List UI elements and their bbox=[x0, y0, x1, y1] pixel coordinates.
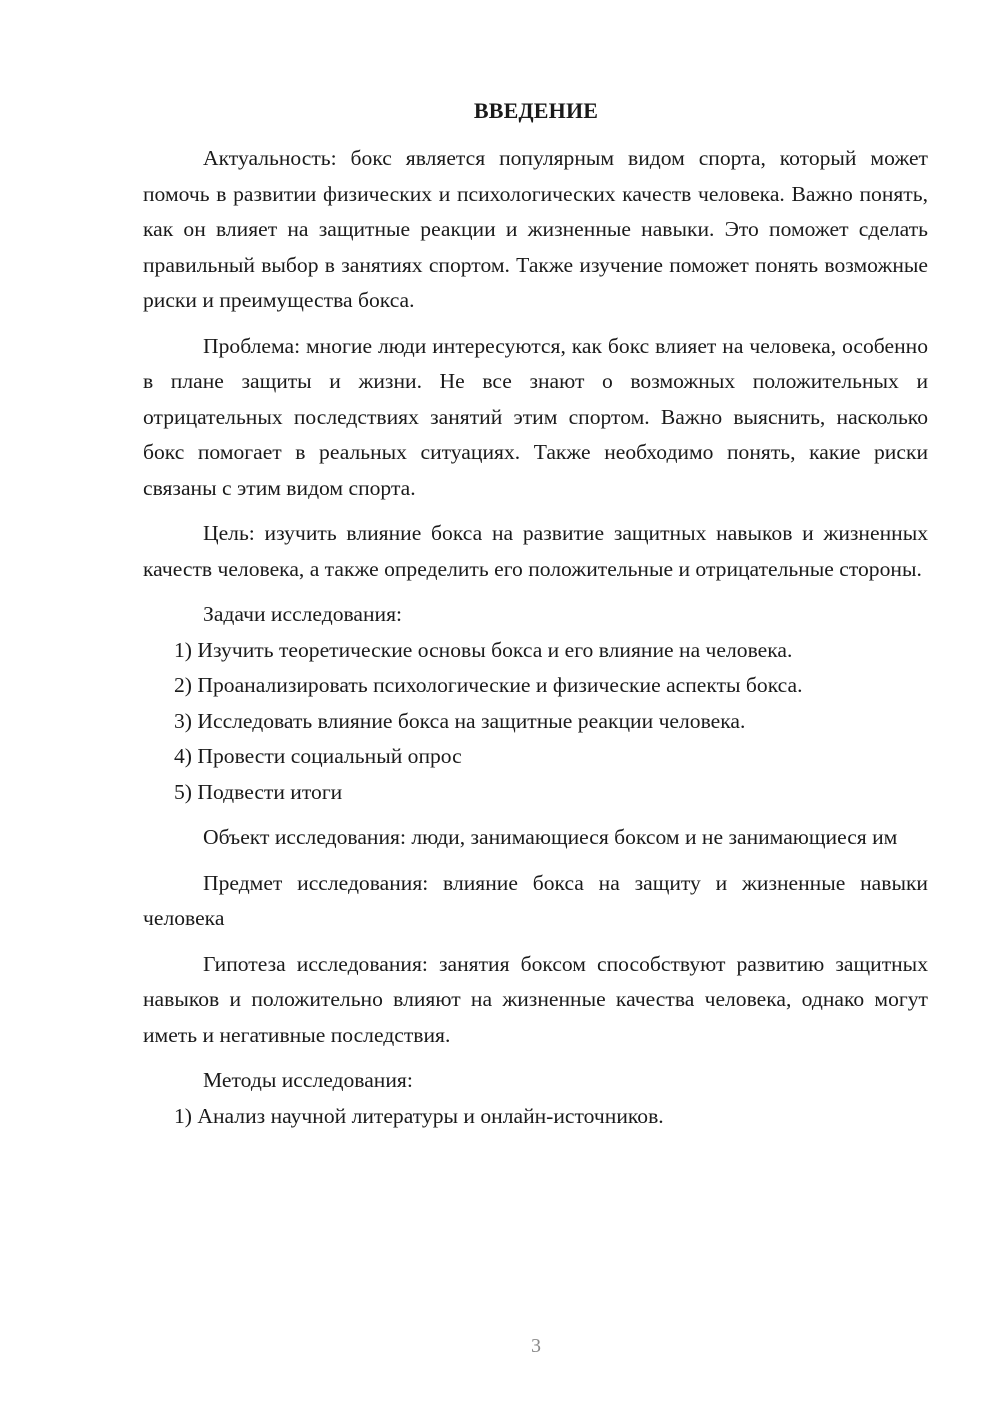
object-paragraph: Объект исследования: люди, занимающиеся боксом и не занимающиеся им bbox=[203, 825, 898, 849]
task-item: 5) Подвести итоги bbox=[174, 779, 343, 804]
task-item: 3) Исследовать влияние бокса на защитные реакции человека. bbox=[174, 708, 746, 733]
section-heading: ВВЕДЕНИЕ bbox=[473, 98, 599, 123]
task-item: 1) Изучить теоретические основы бокса и его влияние на человека. bbox=[174, 637, 793, 662]
document-body bbox=[143, 141, 928, 1134]
goal-paragraph: Цель: изучить влияние бокса на развитие защитных навыков и жизненных качеств человека, а также определить его положительные и отрицательные стороны. bbox=[143, 521, 928, 581]
problem-paragraph: Проблема: многие люди интересуются, как бокс влияет на человека, особенно в плане защиты и жизни. Не все знают о возможных положительных и отрицательных последствиях занятий этим спортом. Важно выяснить, насколько бокс помогает в реальных ситуациях. Также необходимо понять, какие риски связаны с этим видом спорта. bbox=[143, 333, 928, 500]
task-item: 2) Проанализировать психологические и физические аспекты бокса. bbox=[174, 673, 803, 697]
methods-title: Методы исследования: bbox=[203, 1068, 413, 1092]
relevance-paragraph: Актуальность: бокс является популярным видом спорта, который может помочь в развитии физических и психологических качеств человека. Важно понять, как он влияет на защитные реакции и жизненные навыки. Это поможет сделать правильный выбор в занятиях спортом. Также изучение поможет понять возможные риски и преимущества бокса. bbox=[143, 146, 928, 312]
tasks-title: Задачи исследования: bbox=[203, 602, 403, 626]
hypothesis-paragraph: Гипотеза исследования: занятия боксом способствуют развитию защитных навыков и положительно влияют на жизненные качества человека, однако могут иметь и негативные последствия. bbox=[143, 951, 928, 1047]
method-item: 1) Анализ научной литературы и онлайн-источников. bbox=[174, 1103, 664, 1128]
subject-paragraph: Предмет исследования: влияние бокса на защиту и жизненные навыки человека bbox=[143, 870, 928, 930]
task-item: 4) Провести социальный опрос bbox=[174, 744, 462, 768]
page-number: 3 bbox=[531, 1335, 541, 1357]
